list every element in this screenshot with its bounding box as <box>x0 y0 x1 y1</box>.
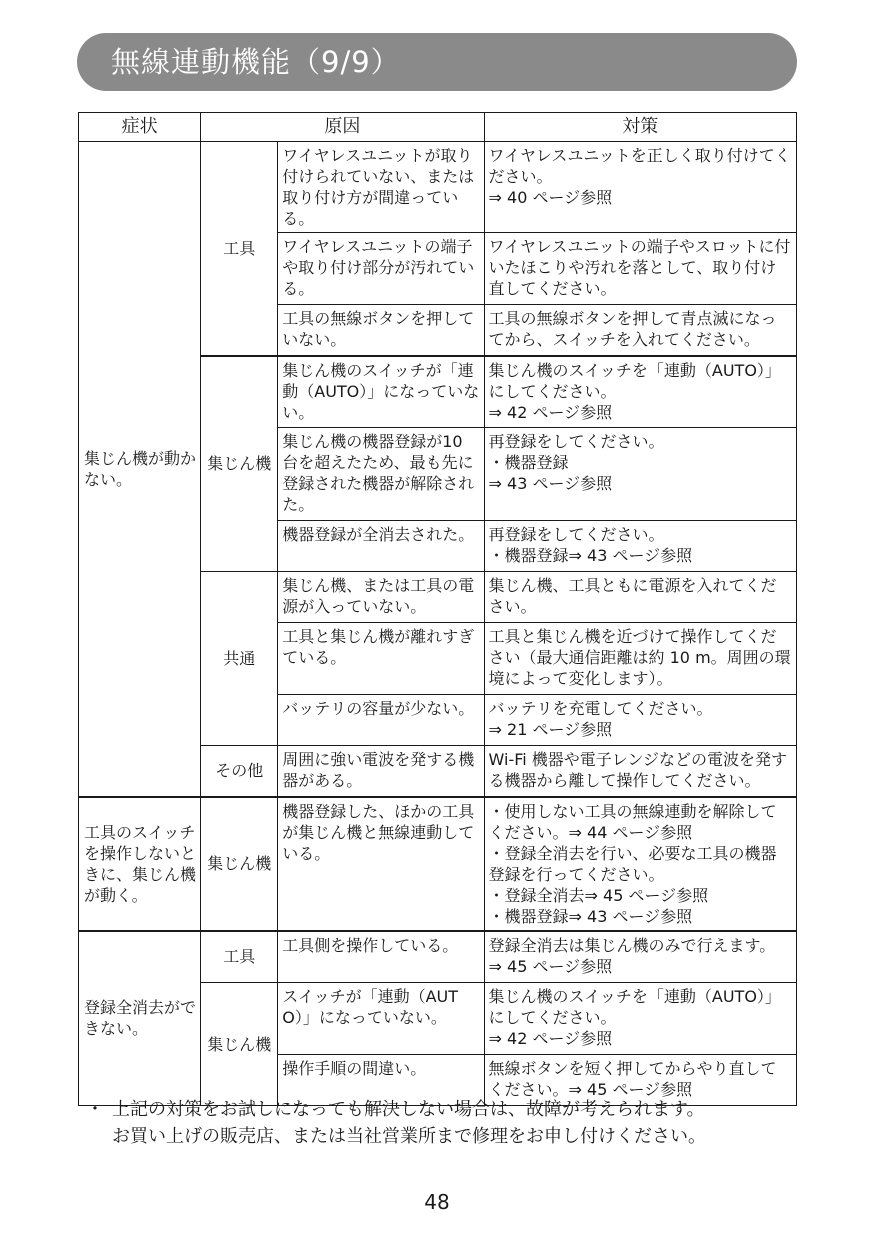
action-cell: バッテリを充電してください。 ⇒ 21 ページ参照 <box>484 695 796 746</box>
cause-category-cell: その他 <box>201 746 278 797</box>
cause-cell: 集じん機のスイッチが「連動（AUTO）」になっていない。 <box>278 356 484 428</box>
action-cell: 集じん機のスイッチを「連動（AUTO）」にしてください。 ⇒ 42 ページ参照 <box>484 983 796 1055</box>
bullet-icon: ・ <box>86 1099 104 1120</box>
table-row <box>79 931 797 983</box>
cause-cell: 機器登録が全消去された。 <box>278 521 484 572</box>
troubleshooting-table <box>78 112 797 1106</box>
cause-cell: ワイヤレスユニットの端子や取り付け部分が汚れている。 <box>278 233 484 305</box>
action-cell: 集じん機のスイッチを「連動（AUTO）」にしてください。 ⇒ 42 ページ参照 <box>484 356 796 428</box>
symptom-cell: 集じん機が動かない。 <box>79 142 201 797</box>
cause-category-cell: 工具 <box>201 142 278 356</box>
symptom-cell: 工具のスイッチを操作しないときに、集じん機が動く。 <box>79 797 201 931</box>
action-cell: 集じん機、工具ともに電源を入れてください。 <box>484 572 796 623</box>
cause-cell: 工具の無線ボタンを押していない。 <box>278 305 484 356</box>
table-header-row <box>79 113 797 142</box>
action-cell: 再登録をしてください。 ・機器登録 ⇒ 43 ページ参照 <box>484 428 796 521</box>
cause-category-cell: 集じん機 <box>201 983 278 1106</box>
header-cause: 原因 <box>201 113 484 142</box>
footnote-line <box>86 1096 816 1123</box>
cause-cell: 工具と集じん機が離れすぎている。 <box>278 623 484 695</box>
action-cell: 登録全消去は集じん機のみで行えます。 ⇒ 45 ページ参照 <box>484 931 796 983</box>
cause-category-cell: 集じん機 <box>201 356 278 572</box>
cause-category-cell: 集じん機 <box>201 797 278 931</box>
cause-cell: バッテリの容量が少ない。 <box>278 695 484 746</box>
cause-category-cell: 共通 <box>201 572 278 746</box>
cause-category-cell: 工具 <box>201 931 278 983</box>
cause-cell: 操作手順の間違い。 <box>278 1055 484 1106</box>
footnote <box>86 1096 816 1150</box>
action-cell: Wi-Fi 機器や電子レンジなどの電波を発する機器から離して操作してください。 <box>484 746 796 797</box>
action-cell: 工具の無線ボタンを押して青点滅になってから、スイッチを入れてください。 <box>484 305 796 356</box>
cause-cell: ワイヤレスユニットが取り付けられていない、または取り付け方が間違っている。 <box>278 142 484 233</box>
action-cell: 無線ボタンを短く押してからやり直してください。⇒ 45 ページ参照 <box>484 1055 796 1106</box>
cause-cell: スイッチが「連動（AUTO）」になっていない。 <box>278 983 484 1055</box>
cause-cell: 集じん機の機器登録が10 台を超えたため、最も先に登録された機器が解除された。 <box>278 428 484 521</box>
header-symptom: 症状 <box>79 113 201 142</box>
cause-cell: 工具側を操作している。 <box>278 931 484 983</box>
symptom-cell: 登録全消去ができない。 <box>79 931 201 1106</box>
action-cell: ワイヤレスユニットを正しく取り付けてください。 ⇒ 40 ページ参照 <box>484 142 796 233</box>
action-cell: ワイヤレスユニットの端子やスロットに付いたほこりや汚れを落として、取り付け直してください。 <box>484 233 796 305</box>
footnote-text: お買い上げの販売店、または当社営業所まで修理をお申し付けください。 <box>112 1126 706 1147</box>
table-row <box>79 142 797 233</box>
action-cell: ・使用しない工具の無線連動を解除してください。⇒ 44 ページ参照 ・登録全消去を行い、必要な工具の機器登録を行ってください。 ・登録全消去⇒ 45 ページ参照 ・機器登録⇒ 43 ページ参照 <box>484 797 796 931</box>
action-cell: 工具と集じん機を近づけて操作してください（最大通信距離は約 10 m。周囲の環境によって変化します）。 <box>484 623 796 695</box>
cause-cell: 機器登録した、ほかの工具が集じん機と無線連動している。 <box>278 797 484 931</box>
cause-cell: 集じん機、または工具の電源が入っていない。 <box>278 572 484 623</box>
header-action: 対策 <box>484 113 796 142</box>
page-number: 48 <box>424 1190 450 1214</box>
cause-cell: 周囲に強い電波を発する機器がある。 <box>278 746 484 797</box>
table-row <box>79 797 797 931</box>
action-cell: 再登録をしてください。 ・機器登録⇒ 43 ページ参照 <box>484 521 796 572</box>
footnote-text: 上記の対策をお試しになっても解決しない場合は、故障が考えられます。 <box>112 1099 705 1120</box>
page-title: 無線連動機能（9/9） <box>77 33 797 91</box>
